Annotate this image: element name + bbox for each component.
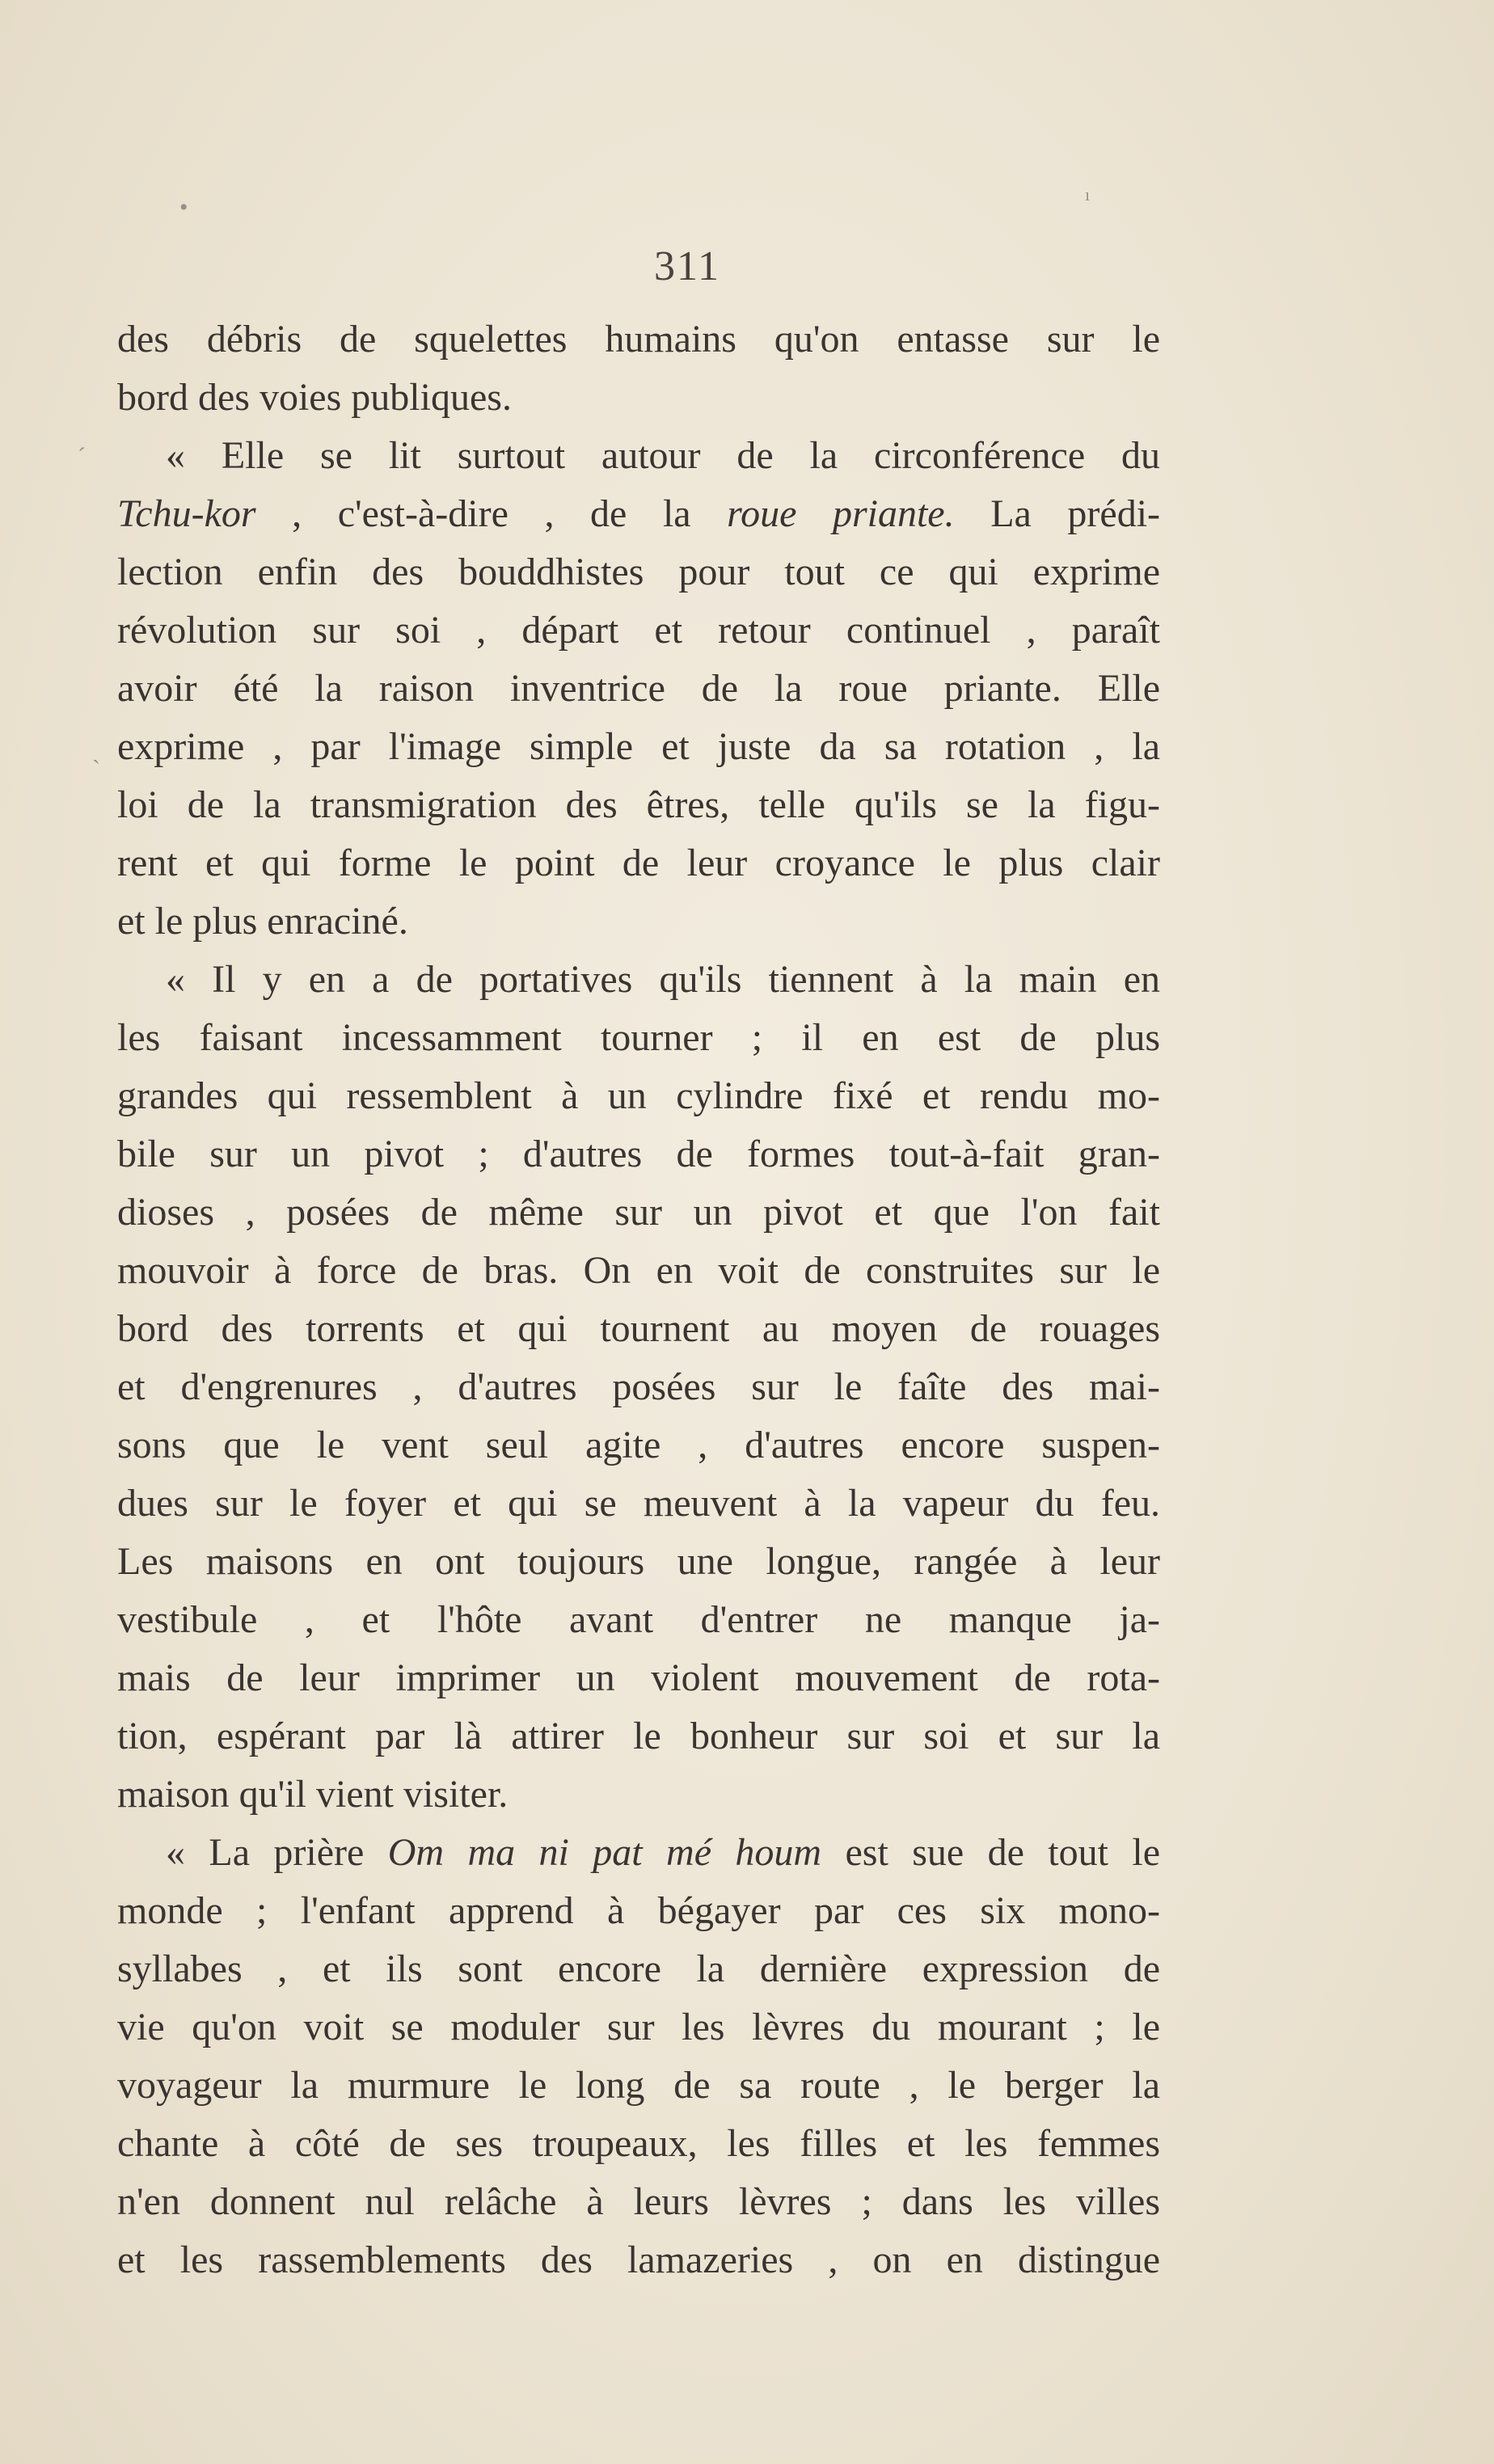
text-segment: et les rassemblements des lamazeries , on en distingue xyxy=(117,2238,1160,2281)
text-segment: « La prière xyxy=(166,1831,388,1874)
text-line xyxy=(117,310,1160,369)
italic-text: roue priante. xyxy=(727,492,955,535)
text-line xyxy=(117,1591,1160,1649)
text-segment: voyageur la murmure le long de sa route , le berger la xyxy=(117,2064,1160,2107)
text-line xyxy=(117,1882,1160,1940)
text-line xyxy=(117,369,1160,427)
text-segment: La prédi- xyxy=(954,492,1160,535)
text-segment: « Il y en a de portatives qu'ils tiennent à la main en xyxy=(166,958,1160,1001)
text-line xyxy=(117,1067,1160,1125)
text-line xyxy=(117,543,1160,601)
text-line xyxy=(117,1009,1160,1067)
text-segment: chante à côté de ses troupeaux, les filles et les femmes xyxy=(117,2122,1160,2165)
italic-text: Tchu-kor xyxy=(117,492,256,535)
text-segment: révolution sur soi , départ et retour continuel , paraît xyxy=(117,609,1160,652)
text-segment: et le plus enraciné. xyxy=(117,900,408,943)
margin-speck: ı xyxy=(1085,184,1091,205)
text-line xyxy=(117,2231,1160,2289)
text-line xyxy=(117,1358,1160,1416)
text-segment: « Elle se lit surtout autour de la circonférence du xyxy=(166,434,1160,477)
text-segment: tion, espérant par là attirer le bonheur sur soi et sur la xyxy=(117,1715,1160,1757)
text-line xyxy=(117,2057,1160,2115)
text-segment: mouvoir à force de bras. On en voit de construites sur le xyxy=(117,1249,1160,1292)
text-line xyxy=(117,1824,1160,1882)
text-segment: loi de la transmigration des êtres, telle qu'ils se la figu- xyxy=(117,783,1160,826)
italic-text: Om ma ni pat mé houm xyxy=(387,1831,822,1874)
text-line xyxy=(117,2115,1160,2173)
text-line xyxy=(117,1475,1160,1533)
text-segment: sons que le vent seul agite , d'autres encore suspen- xyxy=(117,1424,1160,1466)
text-line xyxy=(117,660,1160,718)
text-segment: bord des voies publiques. xyxy=(117,376,512,419)
text-line xyxy=(117,1242,1160,1300)
text-segment: vestibule , et l'hôte avant d'entrer ne manque ja- xyxy=(117,1598,1160,1641)
text-segment: Les maisons en ont toujours une longue, rangée à leur xyxy=(117,1540,1160,1583)
text-segment: monde ; l'enfant apprend à bégayer par ces six mono- xyxy=(117,1889,1160,1932)
text-line xyxy=(117,718,1160,776)
text-segment: bord des torrents et qui tournent au moyen de rouages xyxy=(117,1307,1160,1350)
text-line xyxy=(117,1998,1160,2057)
body-text xyxy=(117,310,1160,2289)
text-segment: mais de leur imprimer un violent mouvement de rota- xyxy=(117,1656,1160,1699)
text-segment: rent et qui forme le point de leur croyance le plus clair xyxy=(117,842,1160,884)
text-line xyxy=(117,485,1160,543)
text-segment: syllabes , et ils sont encore la dernière expression de xyxy=(117,1947,1160,1990)
text-segment: exprime , par l'image simple et juste da sa rotation , la xyxy=(117,725,1160,768)
text-line xyxy=(117,1766,1160,1824)
text-segment: dues sur le foyer et qui se meuvent à la vapeur du feu. xyxy=(117,1482,1160,1525)
text-line xyxy=(117,1533,1160,1591)
text-line xyxy=(117,892,1160,951)
text-line xyxy=(117,601,1160,660)
text-line xyxy=(117,1416,1160,1475)
text-line xyxy=(117,427,1160,485)
text-segment: et d'engrenures , d'autres posées sur le faîte des mai- xyxy=(117,1365,1160,1408)
text-line xyxy=(117,2173,1160,2231)
text-segment: dioses , posées de même sur un pivot et que l'on fait xyxy=(117,1191,1160,1234)
text-segment: maison qu'il vient visiter. xyxy=(117,1773,509,1816)
text-segment: vie qu'on voit se moduler sur les lèvres du mourant ; le xyxy=(117,2006,1160,2048)
margin-speck: ˏ xyxy=(92,737,100,764)
text-line xyxy=(117,1649,1160,1707)
page-number: 311 xyxy=(653,243,721,289)
margin-speck: • xyxy=(179,194,188,221)
text-line xyxy=(117,1183,1160,1242)
text-segment: bile sur un pivot ; d'autres de formes tout-à-fait gran- xyxy=(117,1133,1160,1175)
text-line xyxy=(117,1125,1160,1183)
text-line xyxy=(117,1940,1160,1998)
text-segment: les faisant incessamment tourner ; il en est de plus xyxy=(117,1016,1160,1059)
text-line xyxy=(117,834,1160,892)
text-segment: lection enfin des bouddhistes pour tout ce qui exprime xyxy=(117,551,1160,593)
margin-speck: ˊ xyxy=(78,443,86,470)
text-segment: n'en donnent nul relâche à leurs lèvres ; dans les villes xyxy=(117,2180,1160,2223)
text-segment: grandes qui ressemblent à un cylindre fixé et rendu mo- xyxy=(117,1074,1160,1117)
text-segment: , c'est-à-dire , de la xyxy=(255,492,728,535)
text-segment: est sue de tout le xyxy=(821,1831,1160,1874)
text-line xyxy=(117,951,1160,1009)
text-segment: des débris de squelettes humains qu'on entasse sur le xyxy=(117,318,1160,361)
text-segment: avoir été la raison inventrice de la roue priante. Elle xyxy=(117,667,1160,710)
text-line xyxy=(117,1707,1160,1766)
text-line xyxy=(117,776,1160,834)
text-line xyxy=(117,1300,1160,1358)
